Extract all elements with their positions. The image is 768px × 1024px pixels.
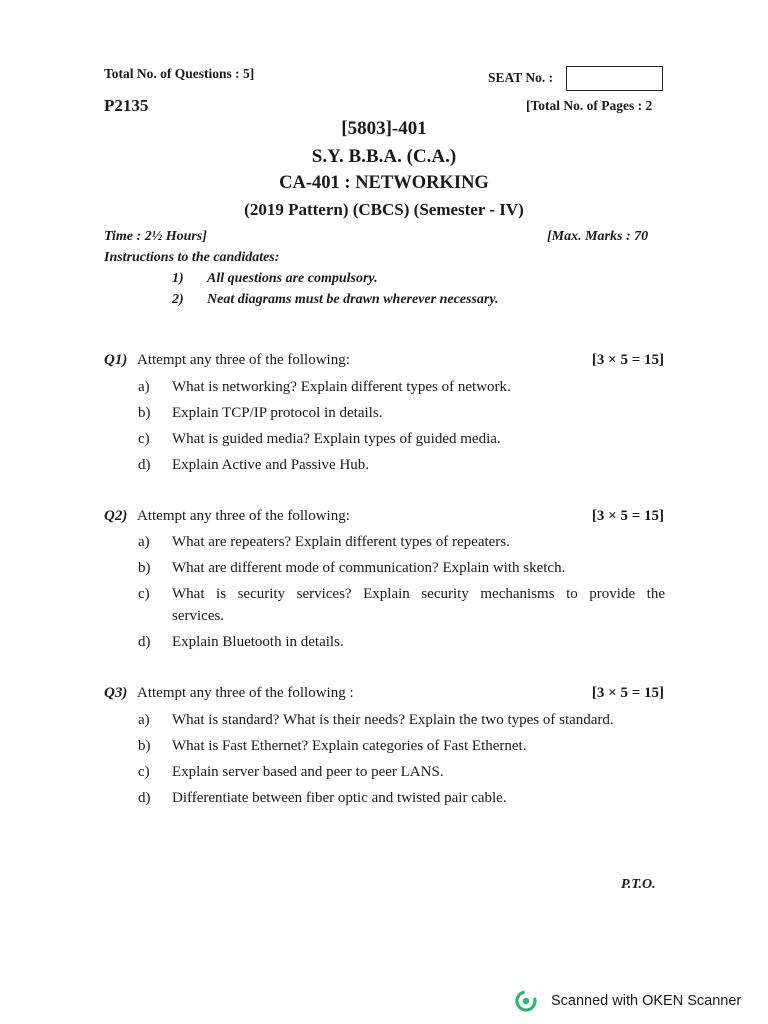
- paper-code: P2135: [104, 96, 149, 115]
- instructions-heading: Instructions to the candidates:: [104, 250, 280, 265]
- max-marks: [Max. Marks : 70: [547, 229, 649, 244]
- instruction-number: 1): [172, 271, 184, 286]
- question-2-item-a: [138, 531, 665, 553]
- question-1-item-d: [138, 454, 665, 476]
- question-3-item-c: [138, 761, 665, 783]
- item-label: c): [138, 586, 150, 602]
- question-1-heading: [104, 352, 664, 369]
- question-1-item-b: [138, 402, 665, 424]
- question-number: Q3): [104, 685, 128, 701]
- item-text: Explain Bluetooth in details.: [172, 634, 344, 650]
- item-text: Differentiate between fiber optic and twisted pair cable.: [172, 790, 507, 806]
- question-text: Attempt any three of the following:: [137, 508, 350, 524]
- question-text: Attempt any three of the following :: [137, 685, 354, 701]
- scanner-text: Scanned with OKEN Scanner: [551, 993, 742, 1009]
- item-label: b): [138, 738, 151, 754]
- total-questions: Total No. of Questions : 5]: [104, 66, 255, 81]
- instruction-item: [172, 271, 378, 287]
- item-text: Explain TCP/IP protocol in details.: [172, 405, 383, 421]
- item-label: c): [138, 431, 150, 447]
- exam-time: Time : 2½ Hours]: [104, 229, 207, 244]
- exam-code: [5803]-401: [341, 118, 427, 139]
- question-number: Q1): [104, 352, 128, 368]
- question-2-item-c: [138, 583, 665, 605]
- item-text: What is standard? What is their needs? Explain the two types of standard.: [172, 712, 614, 728]
- question-3-item-b: [138, 735, 665, 757]
- item-text: Explain Active and Passive Hub.: [172, 457, 370, 473]
- item-text: What is security services? Explain security mechanisms to provide the: [172, 586, 665, 602]
- question-marks: [3 × 5 = 15]: [591, 685, 664, 701]
- pattern-title: (2019 Pattern) (CBCS) (Semester - IV): [244, 200, 524, 219]
- item-text: Explain server based and peer to peer LANS.: [172, 764, 444, 780]
- item-text: What is networking? Explain different types of network.: [172, 379, 511, 395]
- subject-title: CA-401 : NETWORKING: [279, 173, 489, 193]
- item-label: b): [138, 560, 151, 576]
- item-label: a): [138, 379, 150, 395]
- question-3-item-d: [138, 787, 665, 809]
- instruction-item: [172, 292, 499, 308]
- item-label: b): [138, 405, 151, 421]
- item-label: a): [138, 712, 150, 728]
- question-marks: [3 × 5 = 15]: [591, 508, 664, 524]
- question-3-item-a: [138, 709, 665, 731]
- item-text: services.: [172, 608, 225, 624]
- item-label: c): [138, 764, 150, 780]
- seat-number-box[interactable]: [566, 66, 663, 91]
- question-3-heading: [104, 685, 664, 702]
- item-label-spacer: [138, 605, 172, 627]
- question-1-item-a: [138, 376, 665, 398]
- scanner-watermark: [515, 990, 741, 1012]
- item-text: What is guided media? Explain types of guided media.: [172, 431, 501, 447]
- item-text: What is Fast Ethernet? Explain categories of Fast Ethernet.: [172, 738, 527, 754]
- pto-label: P.T.O.: [621, 877, 656, 892]
- question-2-heading: [104, 508, 664, 525]
- instruction-text: All questions are compulsory.: [207, 271, 378, 286]
- total-pages: [Total No. of Pages : 2: [526, 98, 653, 113]
- item-label: d): [138, 634, 151, 650]
- question-marks: [3 × 5 = 15]: [591, 352, 664, 368]
- item-text: What are different mode of communication? Explain with sketch.: [172, 560, 566, 576]
- instruction-number: 2): [172, 292, 184, 307]
- question-text: Attempt any three of the following:: [137, 352, 350, 368]
- question-2-item-d: [138, 631, 665, 653]
- oken-scanner-logo-icon: [515, 990, 537, 1012]
- course-title: S.Y. B.B.A. (C.A.): [311, 146, 457, 167]
- question-1-item-c: [138, 428, 665, 450]
- question-number: Q2): [104, 508, 128, 524]
- instruction-text: Neat diagrams must be drawn wherever necessary.: [207, 292, 499, 307]
- seat-label: SEAT No. :: [488, 70, 554, 85]
- question-2-item-b: [138, 557, 665, 579]
- item-label: d): [138, 790, 151, 806]
- item-label: d): [138, 457, 151, 473]
- question-2-item-c-continued: [138, 605, 665, 627]
- item-text: What are repeaters? Explain different types of repeaters.: [172, 534, 510, 550]
- item-label: a): [138, 534, 150, 550]
